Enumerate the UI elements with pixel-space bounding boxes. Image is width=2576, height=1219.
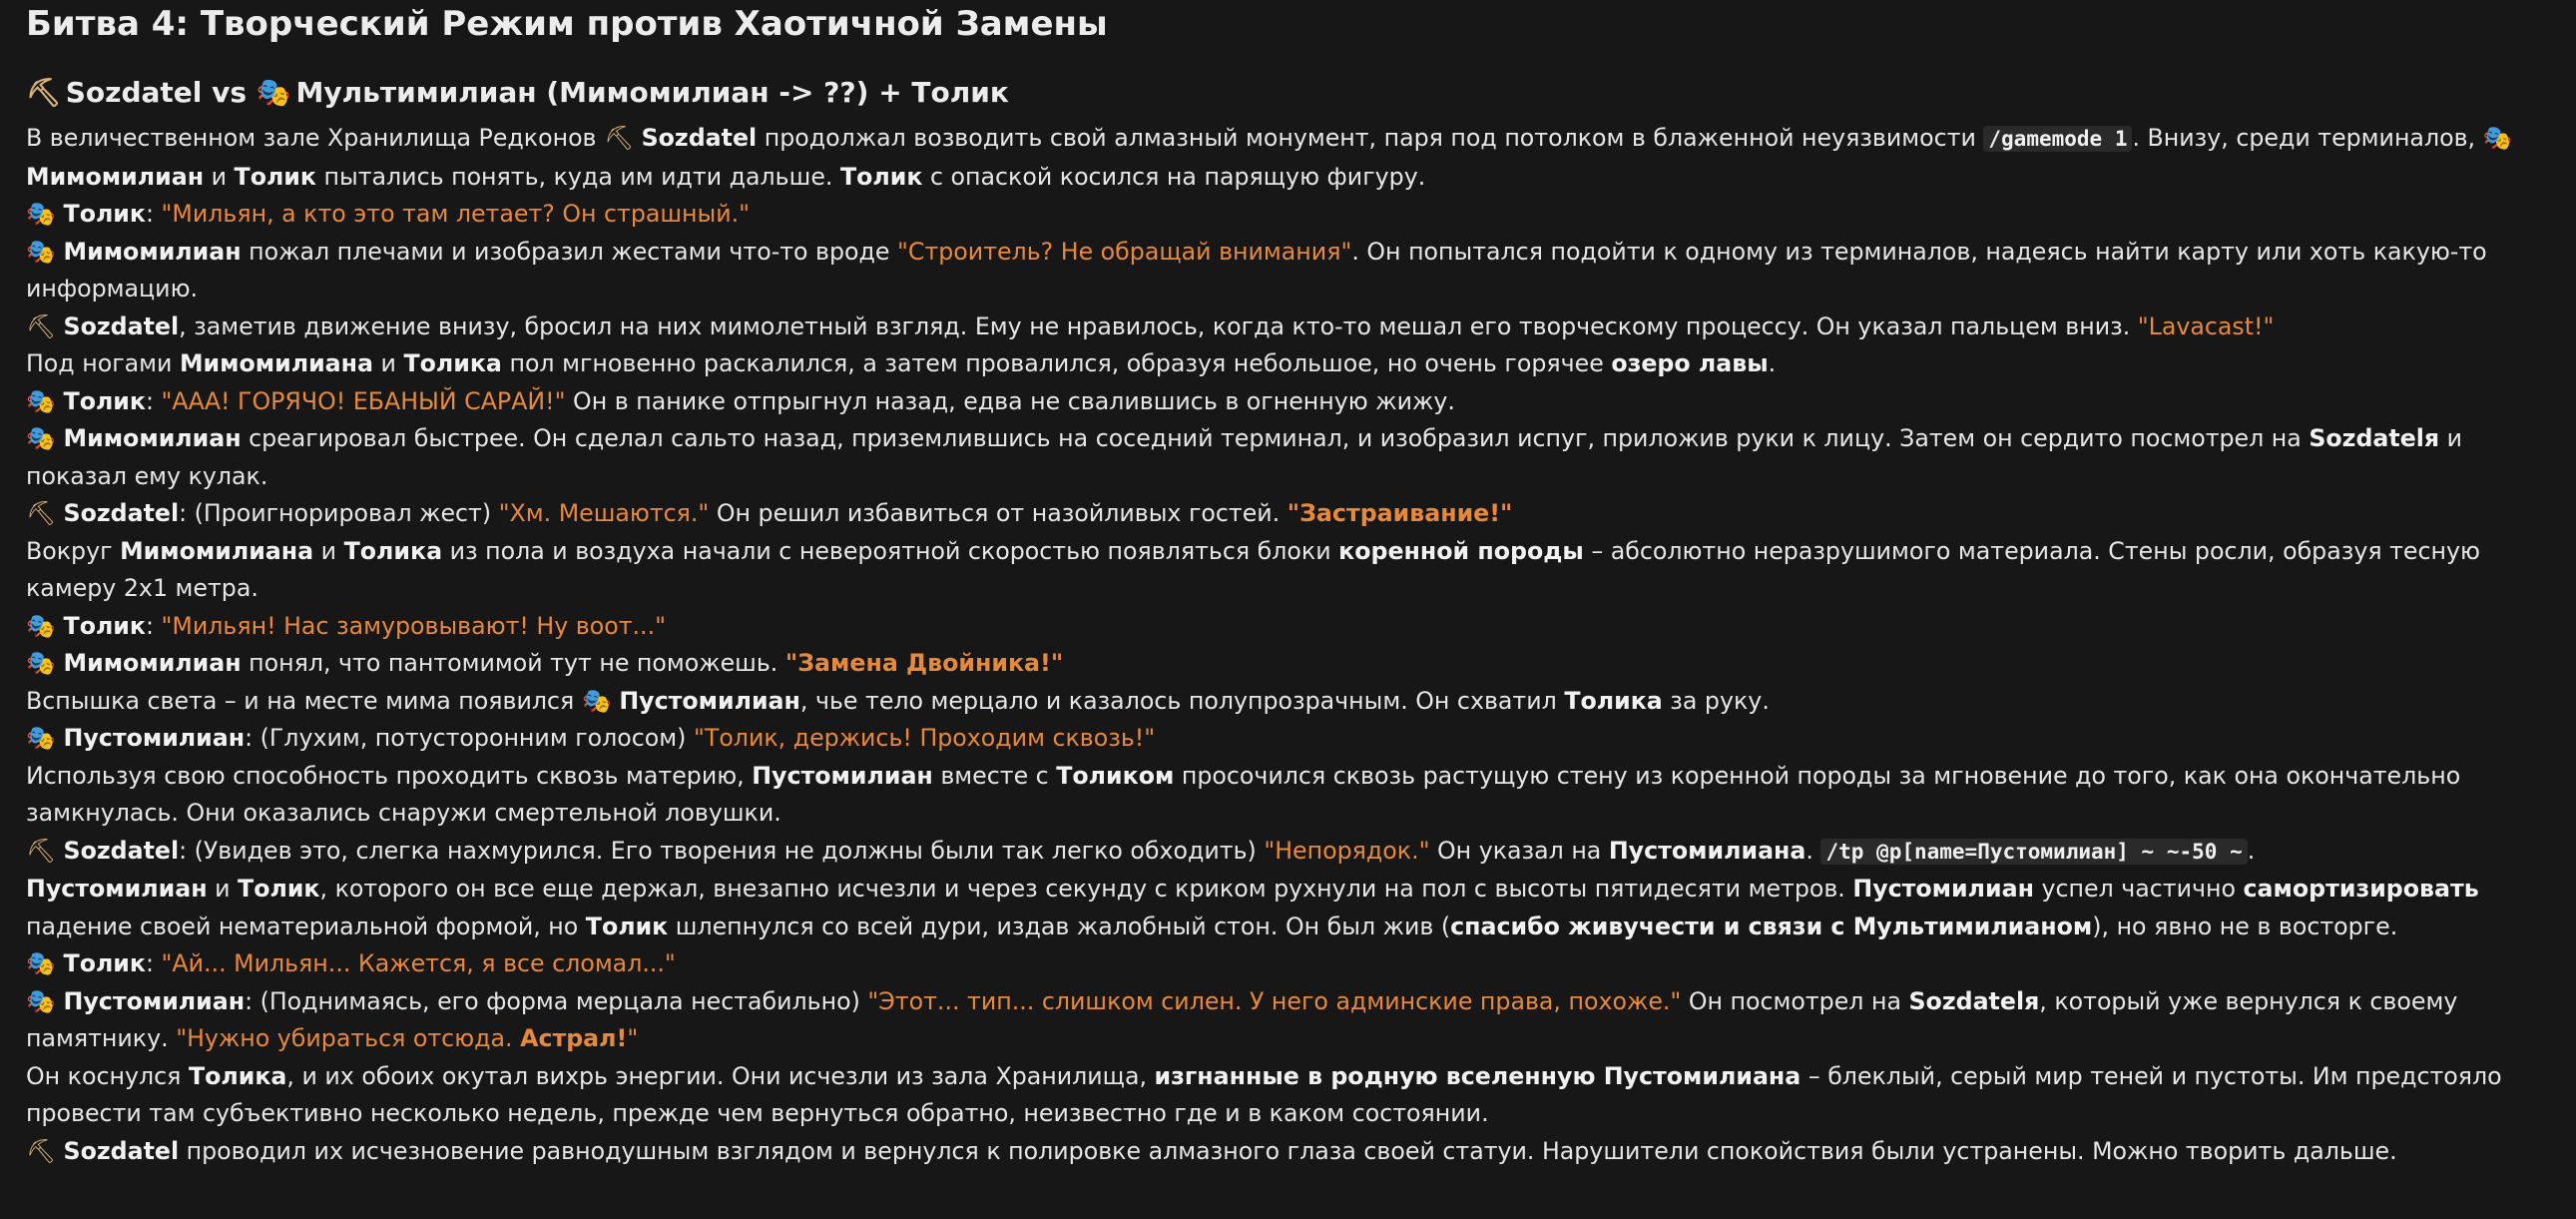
text: Он в панике отпрыгнул назад, едва не свалившись в огненную жижу. xyxy=(565,386,1455,415)
text: – блеклый, серый мир теней и пустоты. Им предстояло провести там субъективно несколько недель, прежде чем вернуться обратно, неизвестно где и в каком состоянии. xyxy=(26,1061,2502,1127)
inline-code: /gamemode 1 xyxy=(1983,126,2132,152)
character-name: Мимомилиан xyxy=(63,424,242,452)
quote-emphasis: "Застраивание!" xyxy=(1287,499,1513,527)
text: : (Увидев это, слегка нахмурился. Его творения не должны были так легко обходить) xyxy=(179,836,1265,865)
text: . Внизу, среди терминалов, xyxy=(2132,124,2483,152)
character-name: Толик xyxy=(63,611,146,640)
text: падение своей нематериальной формой, но xyxy=(26,912,586,940)
text: : xyxy=(146,386,162,415)
inline-code: /tp @p[name=Пустомилиан] ~ ~-50 ~ xyxy=(1820,839,2247,865)
theater-masks-icon: 🎭 xyxy=(26,237,56,266)
pickaxe-icon: ⛏ xyxy=(26,76,62,109)
paragraph xyxy=(26,758,2550,833)
quote: "Этот... тип... слишком силен. У него админские права, похоже." xyxy=(867,986,1682,1015)
character-name: Sozdatel xyxy=(63,1136,180,1165)
character-name: Толик xyxy=(839,162,923,191)
text: продолжал возводить свой алмазный монумент, паря под потолком в блаженной неуязвимости xyxy=(757,124,1984,152)
quote: " xyxy=(627,1024,639,1052)
text: и xyxy=(313,536,344,565)
quote: "Нужно убираться отсюда. xyxy=(176,1024,521,1052)
character-name: Толик xyxy=(63,386,146,415)
text: шлепнулся со всей дури, издав жалобный стон. Он был жив ( xyxy=(668,912,1451,940)
quote-emphasis: Астрал! xyxy=(520,1024,628,1052)
character-name: Толик xyxy=(234,162,316,191)
page-title: Битва 4: Творческий Режим против Хаотичной Замены xyxy=(26,4,1108,44)
dialogue-line xyxy=(26,196,2550,234)
text: : (Глухим, потусторонним голосом) xyxy=(245,724,694,752)
subtitle-name1: Sozdatel xyxy=(65,76,203,109)
character-name: Мимомилиан xyxy=(63,649,242,677)
theater-masks-icon: 🎭 xyxy=(26,424,56,452)
character-name: Sozdatel xyxy=(641,124,758,152)
character-name: Sozdatelя xyxy=(2309,424,2440,452)
paragraph xyxy=(26,345,2550,383)
quote: "Lavacast!" xyxy=(2137,311,2275,340)
quote: "Мильян, а кто это там летает? Он страшный." xyxy=(161,200,751,228)
text: и показал ему кулак. xyxy=(26,424,2463,490)
text: Вокруг xyxy=(26,536,121,565)
character-name: Толика xyxy=(403,349,502,377)
quote: "Толик, держись! Проходим сквозь!" xyxy=(693,724,1156,752)
paragraph xyxy=(26,1058,2550,1133)
character-name: Пустомилиан xyxy=(63,724,246,752)
text: : xyxy=(146,949,162,977)
text: пытались понять, куда им идти дальше. xyxy=(316,162,840,191)
character-name: Мимомилиана xyxy=(179,349,373,377)
text: успел частично xyxy=(2033,875,2244,903)
character-name: Мимомилиан xyxy=(26,162,205,191)
text: Он коснулся xyxy=(26,1061,189,1090)
text: Он решил избавиться от назойливых гостей. xyxy=(709,499,1288,527)
emphasis: коренной породы xyxy=(1338,536,1584,565)
pickaxe-icon: ⛏ xyxy=(26,499,57,527)
character-name: Толиком xyxy=(1056,761,1175,790)
dialogue-line xyxy=(26,720,2550,758)
emphasis: самортизировать xyxy=(2243,875,2479,903)
dialogue-line xyxy=(26,945,2550,983)
emphasis: озеро лавы xyxy=(1611,349,1769,377)
quote: "Строитель? Не обращай внимания" xyxy=(897,237,1352,266)
character-name: Толика xyxy=(343,536,443,565)
quote: "Непорядок." xyxy=(1264,836,1430,865)
text: просочился сквозь растущую стену из коренной породы за мгновение до того, как она окончательно замкнулась. Они оказались снаружи смертельной ловушки. xyxy=(26,761,2461,827)
character-name: Sozdatel xyxy=(63,499,180,527)
character-name: Толик xyxy=(63,200,146,228)
paragraph-outro xyxy=(26,1133,2550,1171)
text: проводил их исчезновение равнодушным взглядом и вернулся к полировке алмазного глаза своей статуи. Нарушители спокойствия были устранены. Можно творить дальше. xyxy=(179,1136,2397,1165)
paragraph xyxy=(26,308,2550,346)
text: Под ногами xyxy=(26,349,180,377)
quote: "Ай... Мильян... Кажется, я все сломал..." xyxy=(161,949,676,977)
text: Он указал на xyxy=(1429,836,1609,865)
character-name: Sozdatel xyxy=(63,311,180,340)
paragraph xyxy=(26,533,2550,608)
text: ), но явно не в восторге. xyxy=(2092,912,2398,940)
paragraph xyxy=(26,645,2550,683)
paragraph-intro xyxy=(26,120,2550,196)
text: , который уже вернулся к своему памятнику. xyxy=(26,986,2458,1052)
text: Он посмотрел на xyxy=(1681,986,1909,1015)
theater-masks-icon: 🎭 xyxy=(256,76,291,109)
text: : xyxy=(146,200,162,228)
character-name: Пустомилиана xyxy=(1608,836,1806,865)
text: за руку. xyxy=(1662,686,1770,715)
subtitle-vs: vs xyxy=(202,76,257,109)
character-name: Пустомилиан xyxy=(1852,875,2034,903)
theater-masks-icon: 🎭 xyxy=(26,986,56,1015)
quote: "ААА! ГОРЯЧО! ЕБАНЫЙ САРАЙ!" xyxy=(161,386,566,415)
text: и xyxy=(373,349,404,377)
dialogue-line xyxy=(26,608,2550,646)
theater-masks-icon: 🎭 xyxy=(26,611,56,640)
text: – абсолютно неразрушимого материала. Стены росли, образуя тесную камеру 2x1 метра. xyxy=(26,536,2480,602)
subtitle-rest: Мультимилиан (Мимомилиан -> ??) + Толик xyxy=(285,76,1009,109)
emphasis: изгнанные в родную вселенную Пустомилиана xyxy=(1154,1061,1802,1090)
theater-masks-icon: 🎭 xyxy=(26,200,56,228)
dialogue-line xyxy=(26,383,2550,421)
text: , и их обоих окутал вихрь энергии. Они исчезли из зала Хранилища, xyxy=(286,1061,1155,1090)
character-name: Мимомилиана xyxy=(120,536,314,565)
character-name: Толик xyxy=(585,912,669,940)
text: среагировал быстрее. Он сделал сальто назад, приземлившись на соседний терминал, и изобразил испуг, приложив руки к лицу. Затем он сердито посмотрел на xyxy=(241,424,2310,452)
theater-masks-icon: 🎭 xyxy=(582,686,612,715)
text: : (Проигнорировал жест) xyxy=(179,499,499,527)
text: . xyxy=(1805,836,1821,865)
text: из пола и воздуха начали с невероятной скоростью появляться блоки xyxy=(442,536,1339,565)
text: . Он попытался подойти к одному из терминалов, надеясь найти карту или хоть какую-то информацию. xyxy=(26,237,2487,303)
paragraph xyxy=(26,683,2550,721)
paragraph xyxy=(26,871,2550,945)
character-name: Sozdatel xyxy=(63,836,180,865)
character-name: Толик xyxy=(238,875,320,903)
character-name: Толика xyxy=(188,1061,287,1090)
theater-masks-icon: 🎭 xyxy=(26,724,56,752)
text: : (Поднимаясь, его форма мерцала нестабильно) xyxy=(245,986,868,1015)
emphasis: спасибо живучести и связи с Мультимилианом xyxy=(1450,912,2093,940)
text: и xyxy=(204,162,235,191)
pickaxe-icon: ⛏ xyxy=(26,1136,57,1165)
battle-subtitle xyxy=(26,73,2550,113)
text: : xyxy=(146,611,162,640)
quote: "Хм. Мешаются." xyxy=(498,499,710,527)
character-name: Пустомилиан xyxy=(26,875,208,903)
paragraph xyxy=(26,420,2550,495)
theater-masks-icon: 🎭 xyxy=(26,649,56,677)
text: Используя свою способность проходить сквозь материю, xyxy=(26,761,753,790)
text: пожал плечами и изобразил жестами что-то вроде xyxy=(241,237,898,266)
pickaxe-icon: ⛏ xyxy=(604,124,635,152)
pickaxe-icon: ⛏ xyxy=(26,311,57,340)
text: В величественном зале Хранилища Редконов xyxy=(26,124,605,152)
text: Вспышка света – и на месте мима появился xyxy=(26,686,582,715)
dialogue-line xyxy=(26,983,2550,1058)
character-name: Пустомилиан xyxy=(619,686,800,715)
character-name: Пустомилиан xyxy=(63,986,246,1015)
quote-emphasis: "Замена Двойника!" xyxy=(784,649,1064,677)
text: и xyxy=(207,875,239,903)
character-name: Пустомилиан xyxy=(752,761,933,790)
text: , заметив движение внизу, бросил на них мимолетный взгляд. Ему не нравилось, когда кто-то мешал его творческому процессу. Он указал пальцем вниз. xyxy=(179,311,2138,340)
character-name: Мимомилиан xyxy=(63,237,242,266)
character-name: Толика xyxy=(1564,686,1663,715)
text: , чье тело мерцало и казалось полупрозрачным. Он схватил xyxy=(799,686,1565,715)
text: . xyxy=(1768,349,1777,377)
paragraph xyxy=(26,234,2550,308)
character-name: Толик xyxy=(63,949,146,977)
dialogue-line xyxy=(26,495,2550,533)
text: . xyxy=(2247,836,2256,865)
theater-masks-icon: 🎭 xyxy=(26,386,56,415)
quote: "Мильян! Нас замуровывают! Ну воот..." xyxy=(161,611,667,640)
character-name: Sozdatelя xyxy=(1908,986,2040,1015)
text: , которого он все еще держал, внезапно исчезли и через секунду с криком рухнули на пол с высоты пятидесяти метров. xyxy=(319,875,1853,903)
dialogue-line xyxy=(26,833,2550,872)
text: вместе с xyxy=(932,761,1057,790)
theater-masks-icon: 🎭 xyxy=(26,949,56,977)
text: понял, что пантомимой тут не поможешь. xyxy=(241,649,785,677)
theater-masks-icon: 🎭 xyxy=(2482,124,2513,152)
text: пол мгновенно раскалился, а затем провалился, образуя небольшое, но очень горячее xyxy=(501,349,1612,377)
text: с опаской косился на парящую фигуру. xyxy=(922,162,1426,191)
pickaxe-icon: ⛏ xyxy=(26,836,57,865)
